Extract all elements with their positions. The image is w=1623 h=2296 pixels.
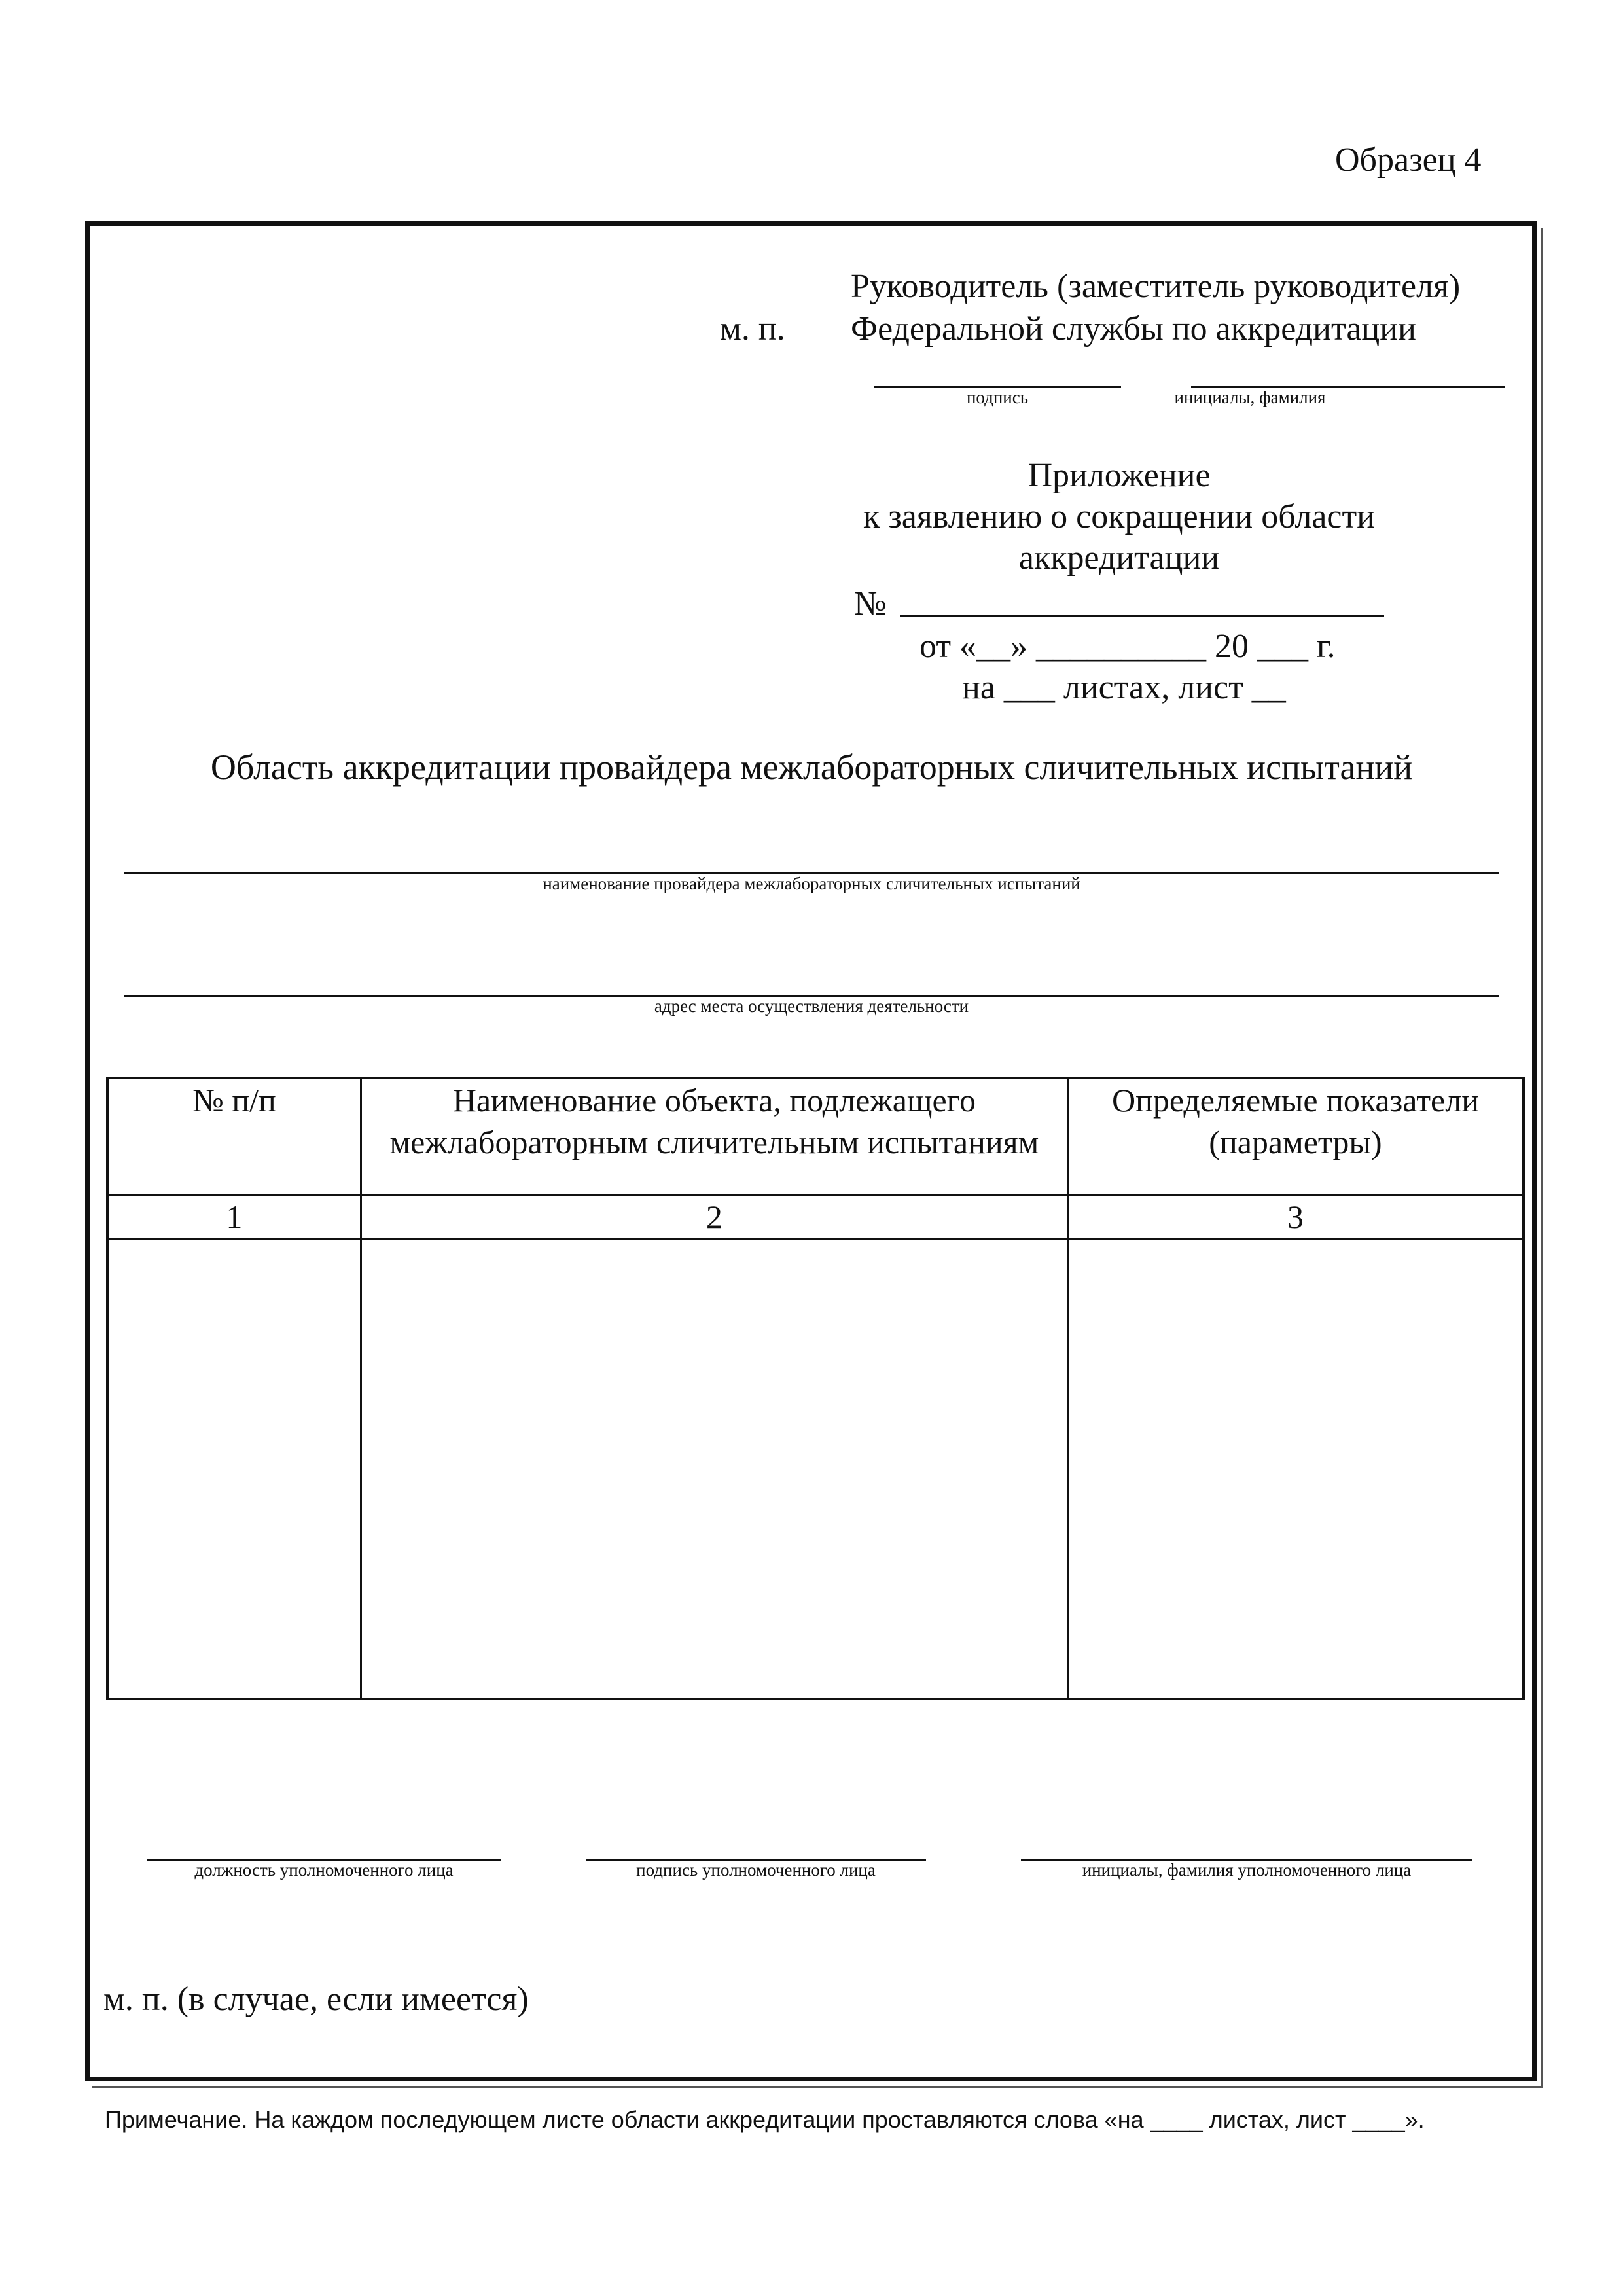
sample-label: Образец 4	[1335, 141, 1482, 179]
caption-auth-signature: подпись уполномоченного лица	[636, 1860, 876, 1880]
number-prefix: №	[854, 585, 887, 622]
date-line: от «__» __________ 20 ___ г.	[919, 628, 1336, 665]
stamp-top: м. п.	[720, 310, 785, 348]
caption-position: должность уполномоченного лица	[194, 1860, 454, 1880]
table-header-row	[107, 1078, 1524, 1195]
column-number-2: 2	[361, 1195, 1067, 1239]
caption-address: адрес места осуществления деятельности	[654, 996, 969, 1016]
caption-signature: подпись	[966, 387, 1029, 407]
header-object: Наименование объекта, подлежащего межлабораторным сличительным испытаниям	[361, 1078, 1067, 1195]
caption-initials: инициалы, фамилия	[1174, 387, 1326, 407]
column-number-row	[107, 1195, 1524, 1239]
main-title: Область аккредитации провайдера межлабораторных сличительных испытаний	[210, 747, 1413, 787]
head-title-line2: Федеральной службы по аккредитации	[851, 310, 1416, 348]
scope-table	[106, 1077, 1525, 1700]
appendix-line3: аккредитации	[1018, 539, 1220, 577]
sheets-line: на ___ листах, лист __	[962, 669, 1286, 706]
header-parameters: Определяемые показатели (параметры)	[1067, 1078, 1524, 1195]
column-number-3: 3	[1067, 1195, 1524, 1239]
head-title-line1: Руководитель (заместитель руководителя)	[851, 268, 1461, 305]
appendix-title: Приложение	[1027, 457, 1211, 494]
table-cell-empty	[107, 1239, 361, 1700]
caption-provider-name: наименование провайдера межлабораторных сличительных испытаний	[543, 874, 1080, 893]
footnote: Примечание. На каждом последующем листе области аккредитации проставляются слова «на ____ листах, лист ____».	[105, 2106, 1425, 2133]
header-number: № п/п	[107, 1078, 361, 1195]
appendix-line2: к заявлению о сокращении области	[863, 498, 1376, 535]
caption-auth-initials: инициалы, фамилия уполномоченного лица	[1082, 1860, 1412, 1880]
stamp-bottom: м. п. (в случае, если имеется)	[103, 1981, 529, 2018]
column-number-1: 1	[107, 1195, 361, 1239]
table-cell-empty	[361, 1239, 1067, 1700]
table-body-row	[107, 1239, 1524, 1700]
number-line	[900, 615, 1384, 617]
table-cell-empty	[1067, 1239, 1524, 1700]
